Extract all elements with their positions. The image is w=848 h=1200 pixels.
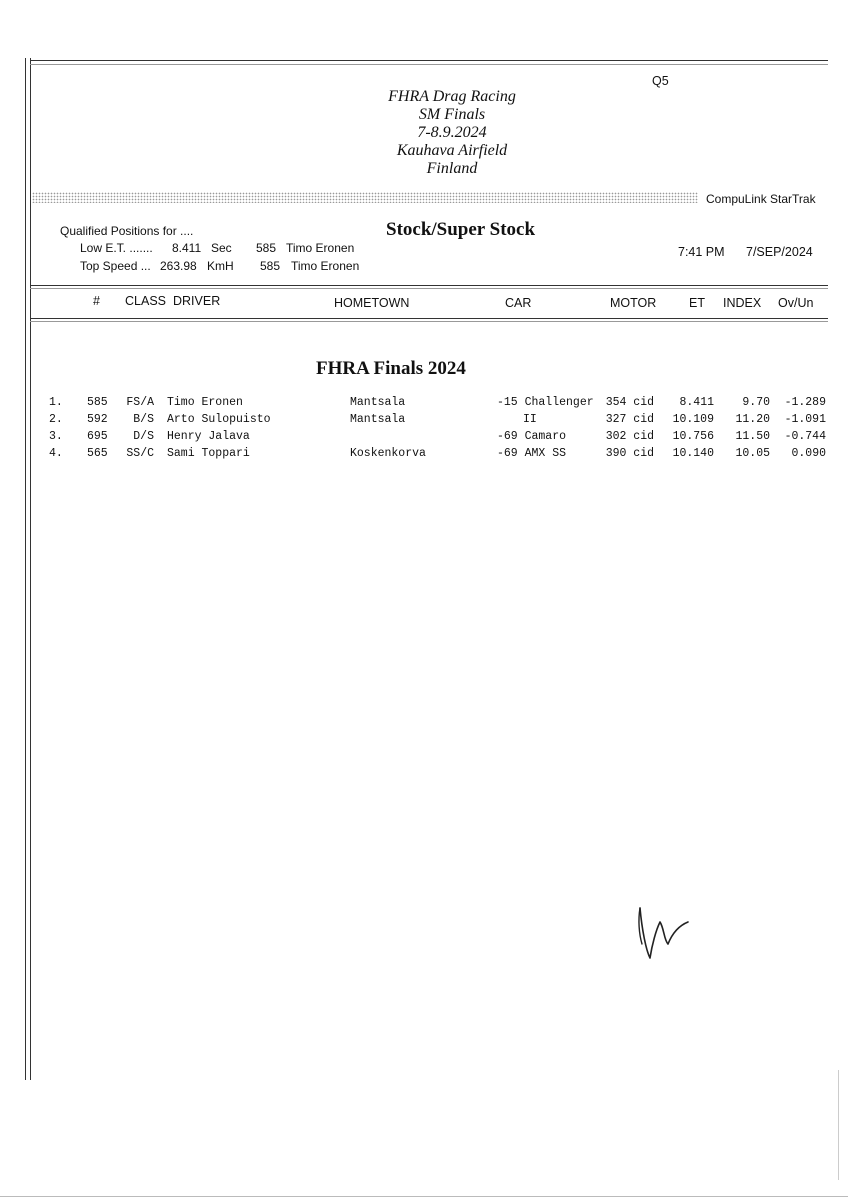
low-et-number: 585 [256,241,277,255]
column-header-top-2 [30,288,828,289]
top-speed-value: 263.98 [160,259,197,273]
frame-left-outer [25,58,26,1080]
column-header-bottom [30,318,828,319]
row-number: 592 [87,413,108,426]
row-position: 3. [49,430,63,443]
row-index: 10.05 [735,447,770,460]
row-position: 2. [49,413,63,426]
column-header-ovun: Ov/Un [778,296,814,310]
row-et: 10.756 [672,430,714,443]
report-time: 7:41 PM [678,245,725,259]
report-date: 7/SEP/2024 [746,245,813,259]
event-line: SM Finals [418,106,486,123]
table-row [0,430,848,447]
row-driver: Henry Jalava [167,430,250,443]
row-ovun: -1.091 [784,413,826,426]
event-title-block [352,88,552,178]
row-class: B/S [133,413,154,426]
frame-left-inner [30,58,31,1080]
low-et-unit: Sec [211,241,232,255]
top-speed-unit: KmH [207,259,234,273]
column-header-index: INDEX [723,296,762,310]
row-class: D/S [133,430,154,443]
event-line: Kauhava Airfield [396,142,508,159]
table-row [0,413,848,430]
column-header-et: ET [689,296,705,310]
row-position: 1. [49,396,63,409]
low-et-label: Low E.T. ....... [80,241,153,255]
row-et: 10.109 [672,413,714,426]
row-et: 8.411 [679,396,714,409]
results-table [0,396,848,476]
row-index: 11.20 [735,413,770,426]
right-edge-line [838,1070,839,1180]
row-driver: Timo Eronen [167,396,243,409]
column-header-top [30,285,828,286]
row-car: -69 AMX SS [497,447,567,460]
row-number: 565 [87,447,108,460]
row-driver: Arto Sulopuisto [167,413,271,426]
row-hometown: Koskenkorva [350,447,426,460]
event-line: Finland [426,160,478,177]
low-et-value: 8.411 [172,241,202,255]
column-header-number: # [93,294,100,308]
row-motor: 302 cid [605,430,654,443]
row-driver: Sami Toppari [167,447,250,460]
frame-top [30,60,828,61]
event-line: FHRA Drag Racing [388,88,516,105]
row-motor: 354 cid [605,396,654,409]
row-hometown: Mantsala [350,396,406,409]
column-header-hometown: HOMETOWN [334,296,410,310]
system-name: CompuLink StarTrak [706,192,816,206]
column-header-motor: MOTOR [610,296,657,310]
low-et-driver: Timo Eronen [286,241,355,255]
bottom-edge-line [0,1196,848,1197]
row-car: -15 Challenger [497,396,594,409]
row-number: 695 [87,430,108,443]
section-title: FHRA Finals 2024 [316,358,466,379]
class-title: Stock/Super Stock [386,219,536,240]
row-car: -69 Camaro [497,430,567,443]
top-speed-number: 585 [260,259,281,273]
top-speed-driver: Timo Eronen [291,259,360,273]
row-ovun: 0.090 [791,447,826,460]
column-header-driver: DRIVER [173,294,221,308]
column-header-bottom-2 [30,321,828,322]
frame-top-2 [30,64,828,65]
event-line: 7-8.9.2024 [417,124,487,141]
row-et: 10.140 [672,447,714,460]
report-code: Q5 [652,74,669,88]
row-position: 4. [49,447,63,460]
row-car: II [523,413,537,426]
dot-band [32,192,698,203]
column-header-car: CAR [505,296,532,310]
row-index: 11.50 [735,430,770,443]
row-hometown: Mantsala [350,413,406,426]
row-class: SS/C [126,447,154,460]
row-motor: 390 cid [605,447,654,460]
table-row [0,447,848,464]
row-ovun: -0.744 [784,430,826,443]
row-number: 585 [87,396,108,409]
qualified-label: Qualified Positions for .... [60,224,194,238]
top-speed-label: Top Speed ... [80,259,151,273]
row-class: FS/A [126,396,154,409]
row-motor: 327 cid [605,413,654,426]
signature-mark [630,900,700,970]
row-ovun: -1.289 [784,396,826,409]
table-row [0,396,848,413]
column-header-class: CLASS [125,294,166,308]
row-index: 9.70 [742,396,770,409]
